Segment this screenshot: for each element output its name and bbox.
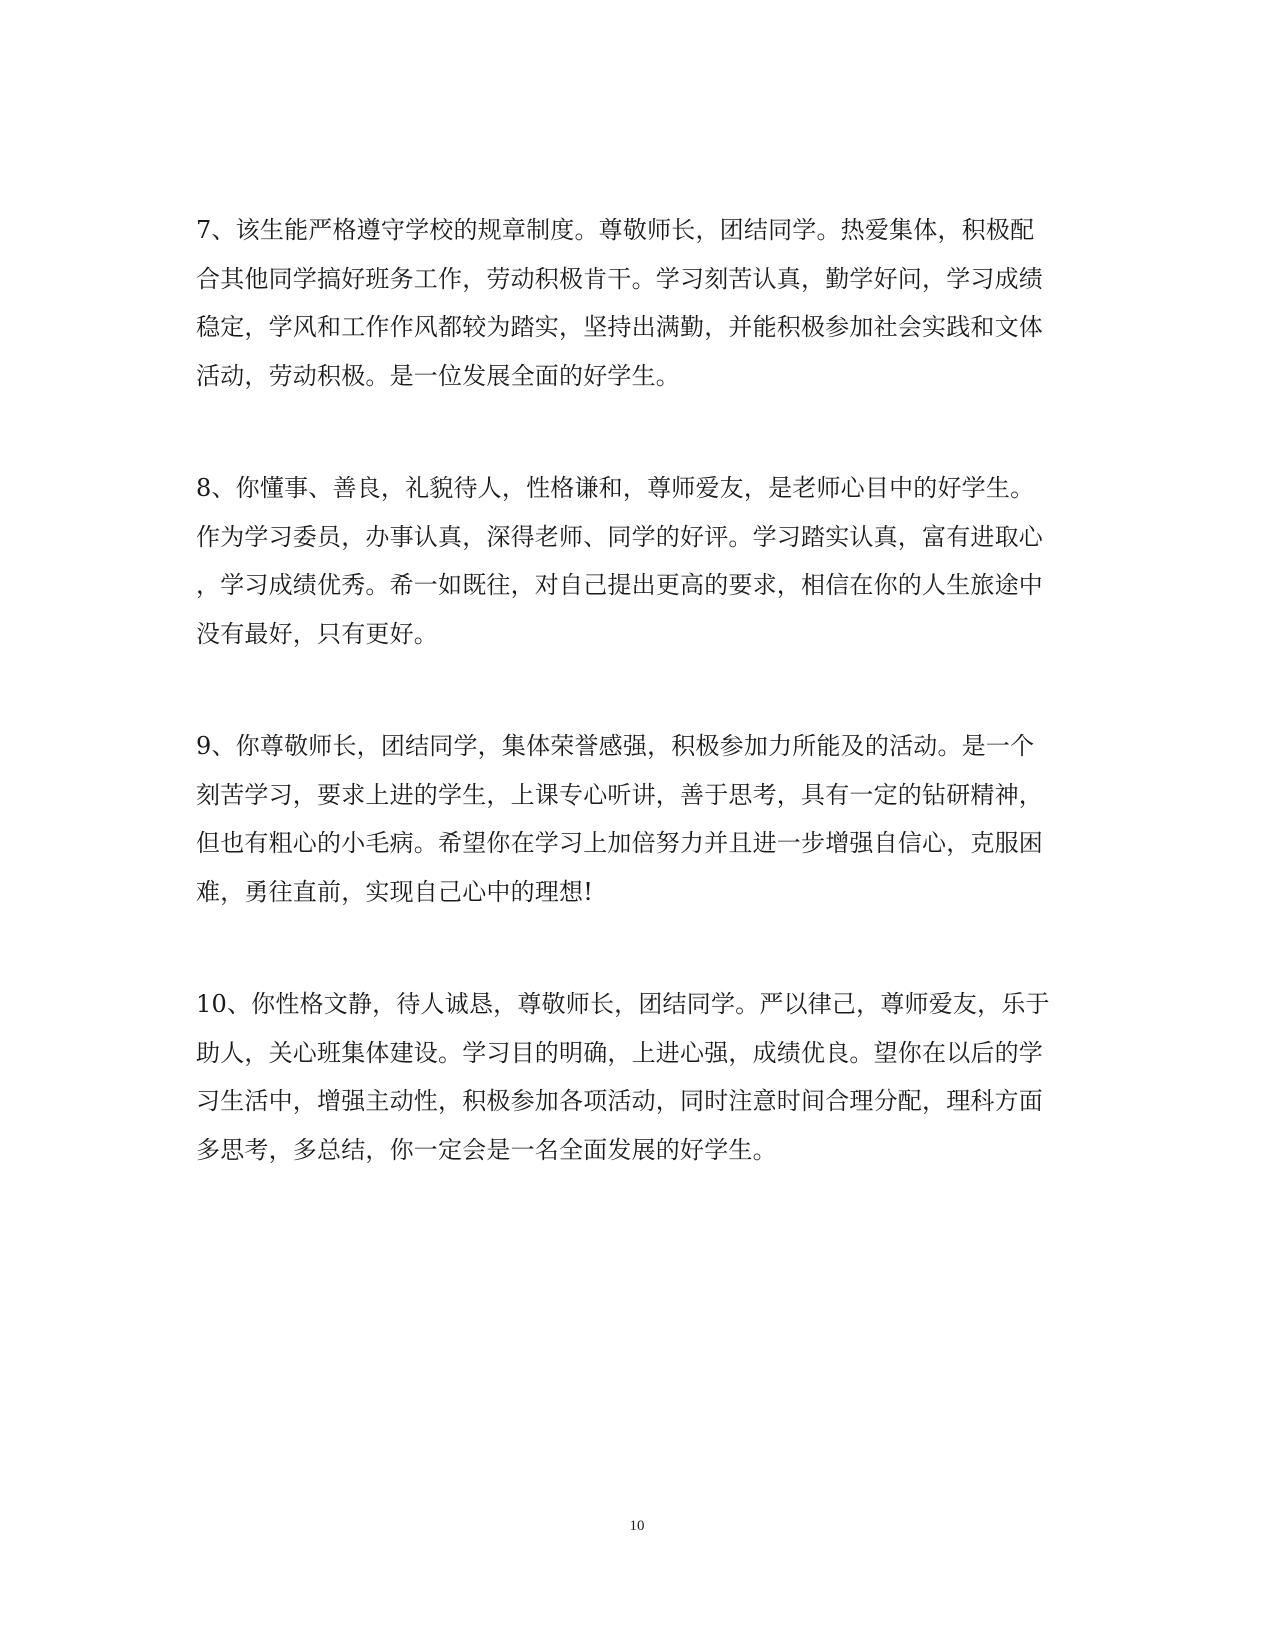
- text-line: 8、你懂事、善良，礼貌待人，性格谦和，尊师爱友，是老师心目中的好学生。: [196, 474, 1035, 502]
- text-line: 稳定，学风和工作作风都较为踏实，坚持出满勤，并能积极参加社会实践和文体: [196, 313, 1043, 341]
- paragraph-10: [196, 980, 1086, 1174]
- text-line: 合其他同学搞好班务工作，劳动积极肯干。学习刻苦认真，勤学好问，学习成绩: [196, 264, 1043, 293]
- text-line: 多思考，多总结，你一定会是一名全面发展的好学生。: [196, 1135, 777, 1164]
- text-line: 但也有粗心的小毛病。希望你在学习上加倍努力并且进一步增强自信心，克服困: [196, 829, 1043, 857]
- text-line: 活动，劳动积极。是一位发展全面的好学生。: [196, 361, 680, 390]
- text-line: 习生活中，增强主动性，积极参加各项活动，同时注意时间合理分配，理科方面: [196, 1087, 1043, 1115]
- document-body: [196, 206, 1086, 1238]
- paragraph-8: [196, 464, 1086, 658]
- text-line: 作为学习委员，办事认真，深得老师、同学的好评。学习踏实认真，富有进取心: [196, 522, 1043, 551]
- paragraph-9: [196, 722, 1086, 916]
- text-line: 没有最好，只有更好。: [196, 619, 438, 648]
- text-line: ，学习成绩优秀。希一如既往，对自己提出更高的要求，相信在你的人生旅途中: [196, 571, 1043, 599]
- text-line: 9、你尊敬师长，团结同学，集体荣誉感强，积极参加力所能及的活动。是一个: [196, 732, 1035, 760]
- page-number: 10: [629, 1518, 645, 1534]
- paragraph-7: [196, 206, 1086, 400]
- text-line: 难，勇往直前，实现自己心中的理想!: [196, 877, 594, 906]
- text-line: 助人，关心班集体建设。学习目的明确，上进心强，成绩优良。望你在以后的学: [196, 1038, 1043, 1067]
- text-line: 10、你性格文静，待人诚恳，尊敬师长，团结同学。严以律己，尊师爱友，乐于: [196, 990, 1050, 1018]
- text-line: 7、该生能严格遵守学校的规章制度。尊敬师长，团结同学。热爱集体，积极配: [196, 216, 1035, 244]
- text-line: 刻苦学习，要求上进的学生，上课专心听讲，善于思考，具有一定的钻研精神，: [196, 780, 1043, 809]
